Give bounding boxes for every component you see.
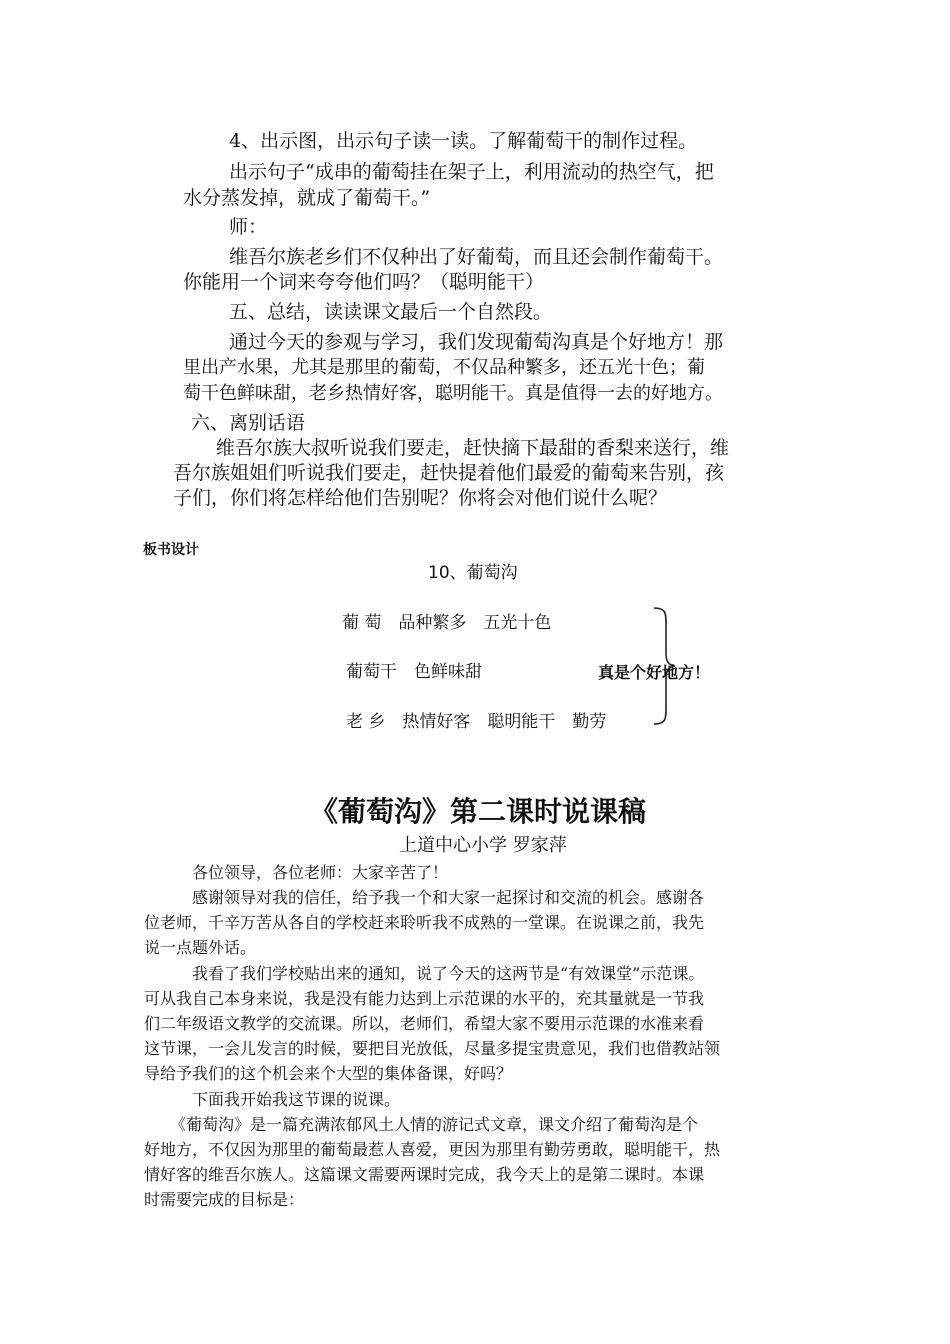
paragraph-line: 师： [229,216,268,238]
paragraph-line: 可从我自己本身来说，我是没有能力达到上示范课的水平的，充其量就是一节我 [144,989,705,1008]
board-conclusion: 真是个好地方！ [598,663,711,682]
paragraph-line: 位老师，千辛万苦从各自的学校赶来聆听我不成熟的一堂课。在说课之前，我先 [144,913,705,932]
paragraph-line: 水分蒸发掉，就成了葡萄干。” [183,187,431,209]
paragraph-line: 感谢领导对我的信任，给予我一个和大家一起探讨和交流的机会。感谢各 [192,888,705,907]
board-row-villagers: 老 乡 热情好客 聪明能干 勤劳 [346,712,607,732]
paragraph-line: 好地方，不仅因为那里的葡萄最惹人喜爱，更因为那里有勤劳勇敢，聪明能干，热 [144,1140,721,1159]
paragraph-line: 子们，你们将怎样给他们告别呢？你将会对他们说什么呢？ [173,487,668,509]
paragraph-line: 下面我开始我这节课的说课。 [192,1090,401,1109]
author-line: 上道中心小学 罗家萍 [399,835,567,856]
board-row-grapes: 葡 萄 品种繁多 五光十色 [342,613,552,633]
document-title: 《葡萄沟》第二课时说课稿 [310,795,647,828]
paragraph-line: 萄干色鲜味甜，老乡热情好客，聪明能干。真是值得一去的好地方。 [183,383,723,404]
paragraph-line: 这节课，一会儿发言的时候，要把目光放低，尽量多提宝贵意见，我们也借教站领 [144,1039,721,1058]
paragraph-line: 我看了我们学校贴出来的通知，说了今天的这两节是“有效课堂”示范课。 [192,964,705,983]
paragraph-line: 维吾尔族老乡们不仅种出了好葡萄，而且还会制作葡萄干。 [229,246,724,268]
paragraph-line: 吾尔族姐姐们听说我们要走，赶快提着他们最爱的葡萄来告别，孩 [173,462,725,484]
paragraph-line: 4、出示图，出示句子读一读。了解葡萄干的制作过程。 [229,130,698,152]
paragraph-line: 通过今天的参观与学习，我们发现葡萄沟真是个好地方！那 [229,331,724,353]
paragraph-line: 你能用一个词来夸夸他们吗？（聪明能干） [183,271,545,293]
paragraph-line: 时需要完成的目标是： [144,1190,305,1209]
paragraph-line: 情好客的维吾尔族人。这篇课文需要两课时完成，我今天上的是第二课时。本课 [144,1165,705,1184]
paragraph-line: 维吾尔族大叔听说我们要走，赶快摘下最甜的香梨来送行，维 [216,437,730,459]
board-row-raisins: 葡萄干 色鲜味甜 [346,662,482,682]
paragraph-line: 出示句子“成串的葡萄挂在架子上，利用流动的热空气，把 [229,161,714,183]
paragraph-line: 六、离别话语 [191,412,306,434]
paragraph-line: 五、总结，读读课文最后一个自然段。 [229,301,553,323]
board-heading: 板书设计 [143,542,199,558]
paragraph-line: 导给予我们的这个机会来个大型的集体备课，好吗？ [144,1064,513,1083]
paragraph-line: 《葡萄沟》是一篇充满浓郁风土人情的游记式文章，课文介绍了葡萄沟是个 [170,1115,699,1134]
paragraph-line: 各位领导，各位老师：大家辛苦了！ [192,863,449,882]
paragraph-line: 们二年级语文教学的交流课。所以，老师们，希望大家不要用示范课的水准来看 [144,1014,705,1033]
brace-shape [648,605,678,727]
paragraph-line: 里出产水果，尤其是那里的葡萄，不仅品种繁多，还五光十色；葡 [183,357,705,378]
paragraph-line: 说一点题外话。 [144,938,257,957]
board-title: 10、葡萄沟 [428,563,518,583]
